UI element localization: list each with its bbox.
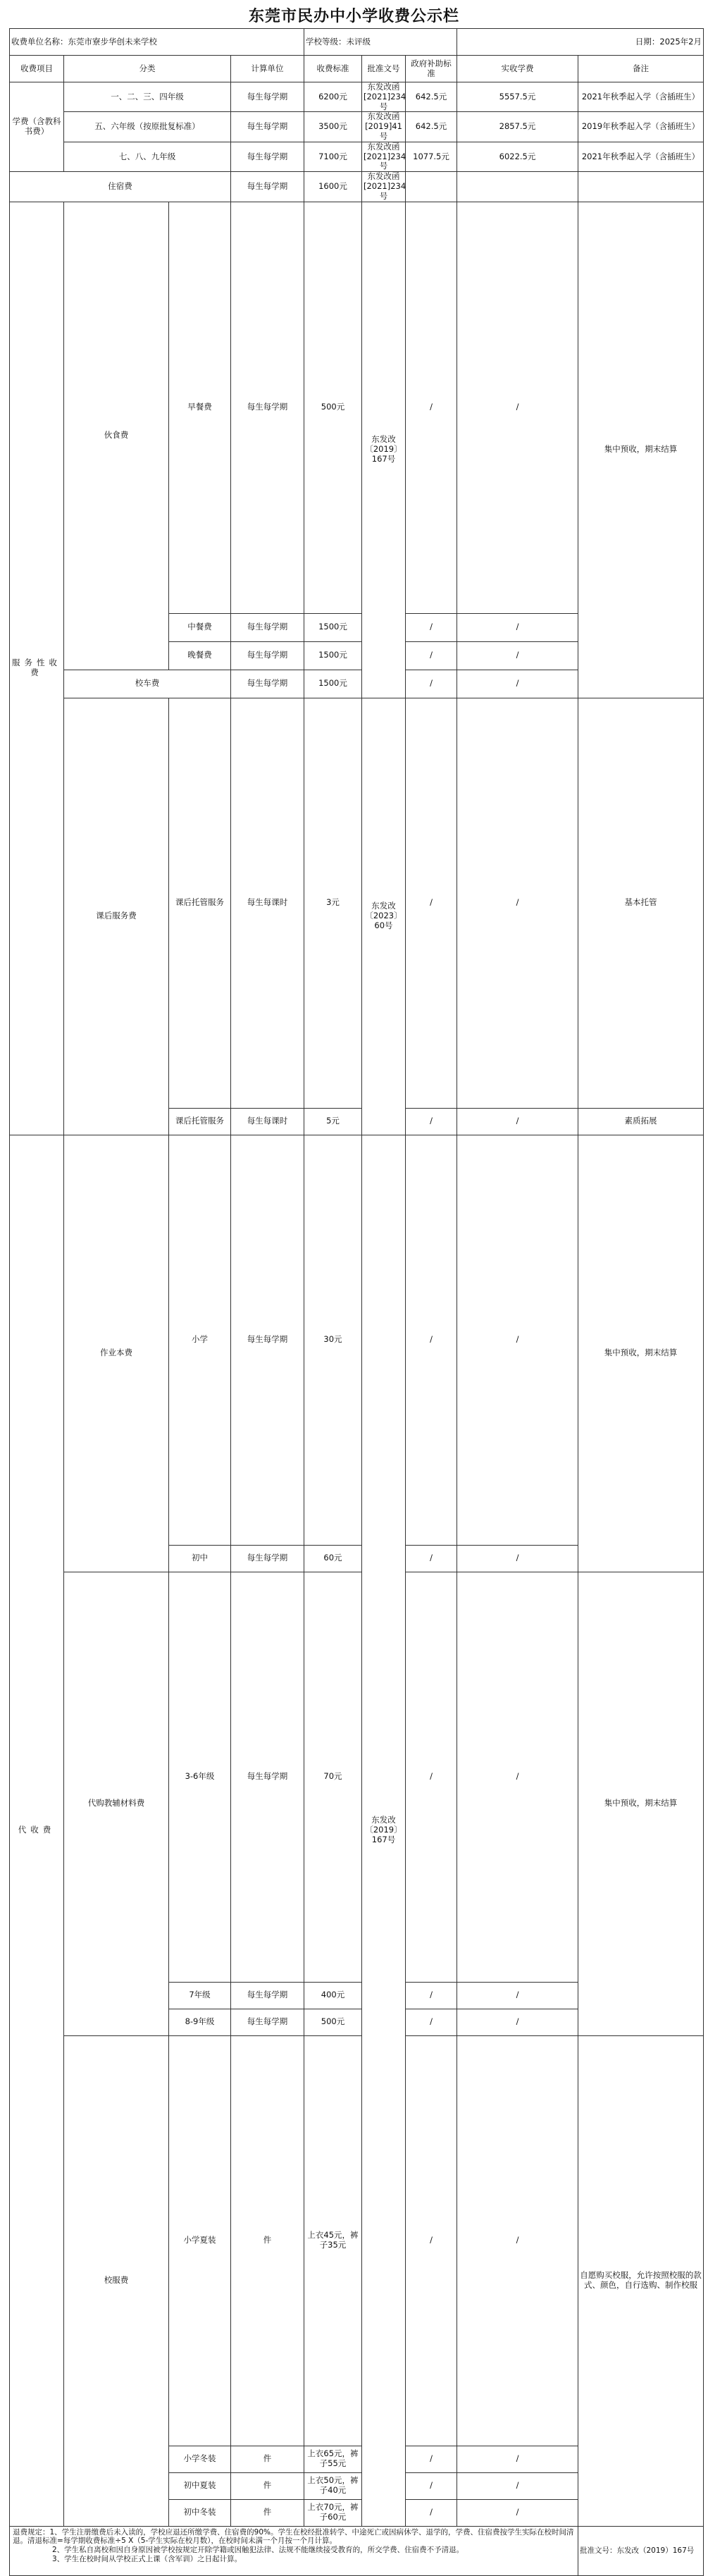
materials-name: 8-9年级 [169, 2009, 231, 2035]
uniform-actual: / [457, 2499, 578, 2526]
homework-label: 作业本费 [64, 1135, 169, 1572]
uniform-name: 初中夏装 [169, 2472, 231, 2499]
refund-rules [10, 2526, 578, 2575]
uniform-unit: 件 [231, 2499, 304, 2526]
after-school-subsidy: / [406, 1108, 457, 1135]
uniform-name: 小学夏装 [169, 2035, 231, 2446]
table-row [10, 2035, 704, 2446]
tuition-actual: 2857.5元 [457, 112, 578, 142]
boarding-label: 住宿费 [10, 172, 231, 202]
header-subsidy: 政府补助标准 [406, 56, 457, 82]
tuition-standard: 3500元 [304, 112, 362, 142]
materials-name: 7年级 [169, 1982, 231, 2009]
homework-standard: 60元 [304, 1545, 362, 1572]
materials-standard: 500元 [304, 2009, 362, 2035]
unit-name: 收费单位名称：东莞市寮步华创未来学校 [10, 29, 304, 56]
homework-actual: / [457, 1545, 578, 1572]
meal-unit: 每生每学期 [231, 202, 304, 613]
meal-unit: 每生每学期 [231, 641, 304, 670]
materials-actual: / [457, 1572, 578, 1982]
uniform-actual: / [457, 2472, 578, 2499]
materials-label: 代购教辅材料费 [64, 1572, 169, 2035]
uniform-standard: 上衣45元，裤子35元 [304, 2035, 362, 2446]
uniform-subsidy: / [406, 2499, 457, 2526]
boarding-unit: 每生每学期 [231, 172, 304, 202]
materials-subsidy: / [406, 2009, 457, 2035]
info-row [10, 29, 704, 56]
service-approval: 东发改〔2019〕167号 [362, 202, 406, 698]
after-school-subsidy: / [406, 698, 457, 1108]
tuition-subsidy: 1077.5元 [406, 142, 457, 171]
after-school-actual: / [457, 1108, 578, 1135]
boarding-remark [578, 172, 704, 202]
table-row [10, 1572, 704, 1982]
after-school-remark: 基本托管 [578, 698, 704, 1108]
homework-unit: 每生每学期 [231, 1545, 304, 1572]
tuition-approval: 东发改函[2021]234号 [362, 142, 406, 171]
after-school-unit: 每生每课时 [231, 698, 304, 1108]
after-school-name: 课后托管服务 [169, 1108, 231, 1135]
tuition-standard: 6200元 [304, 82, 362, 112]
page-title: 东莞市民办中小学收费公示栏 [248, 8, 459, 25]
tuition-remark: 2021年秋季起入学（含插班生） [578, 82, 704, 112]
meal-actual: / [457, 613, 578, 641]
tuition-actual: 6022.5元 [457, 142, 578, 171]
table-row [10, 202, 704, 613]
service-remark: 集中预收，期末结算 [578, 202, 704, 698]
table-row [10, 142, 704, 171]
materials-standard: 400元 [304, 1982, 362, 2009]
uniform-actual: / [457, 2035, 578, 2446]
header-row [10, 56, 704, 82]
materials-remark: 集中预收，期末结算 [578, 1572, 704, 2035]
uniform-remark: 自愿购买校服，允许按照校服的款式、颜色，自行选购、制作校服 [578, 2035, 704, 2526]
after-school-label: 课后服务费 [64, 698, 169, 1135]
boarding-subsidy [406, 172, 457, 202]
materials-name: 3-6年级 [169, 1572, 231, 1982]
tuition-category: 一、二、三、四年级 [64, 82, 231, 112]
meal-unit: 每生每学期 [231, 613, 304, 641]
tuition-actual: 5557.5元 [457, 82, 578, 112]
header-standard: 收费标准 [304, 56, 362, 82]
boarding-standard: 1600元 [304, 172, 362, 202]
boarding-approval: 东发改函[2021]234号 [362, 172, 406, 202]
homework-name: 小学 [169, 1135, 231, 1545]
uniform-standard: 上衣70元，裤子60元 [304, 2499, 362, 2526]
meal-subsidy: / [406, 202, 457, 613]
uniform-label: 校服费 [64, 2035, 169, 2526]
bus-unit: 每生每学期 [231, 670, 304, 698]
meal-subsidy: / [406, 613, 457, 641]
refund-line: 3、学生在校时间从学校正式上课（含军训）之日起计算。 [52, 2554, 242, 2563]
table-row [10, 82, 704, 112]
header-approval: 批准文号 [362, 56, 406, 82]
tuition-subsidy: 642.5元 [406, 112, 457, 142]
school-level: 学校等级：未评级 [304, 29, 457, 56]
tuition-approval: 东发改函[2021]234号 [362, 82, 406, 112]
tuition-label: 学费（含教科书费） [10, 82, 64, 172]
materials-unit: 每生每学期 [231, 2009, 304, 2035]
after-school-unit: 每生每课时 [231, 1108, 304, 1135]
header-category: 分类 [64, 56, 231, 82]
meal-standard: 1500元 [304, 613, 362, 641]
materials-subsidy: / [406, 1572, 457, 1982]
materials-actual: / [457, 2009, 578, 2035]
homework-actual: / [457, 1135, 578, 1545]
uniform-unit: 件 [231, 2035, 304, 2446]
uniform-subsidy: / [406, 2035, 457, 2446]
meal-actual: / [457, 641, 578, 670]
header-item: 收费项目 [10, 56, 64, 82]
header-unit: 计算单位 [231, 56, 304, 82]
uniform-unit: 件 [231, 2446, 304, 2472]
meal-name: 晚餐费 [169, 641, 231, 670]
bus-actual: / [457, 670, 578, 698]
service-label: 服务性收费 [10, 202, 64, 1135]
refund-line: 2、学生私自离校和因自身原因被学校按规定开除学籍或因触犯法律、法规不能继续接受教育的，所交学费、住宿费不予清退。 [52, 2545, 464, 2554]
uniform-subsidy: / [406, 2472, 457, 2499]
bus-standard: 1500元 [304, 670, 362, 698]
after-school-remark: 素质拓展 [578, 1108, 704, 1135]
notice-date: 日期：2025年2月 [457, 29, 704, 56]
uniform-actual: / [457, 2446, 578, 2472]
homework-subsidy: / [406, 1135, 457, 1545]
uniform-standard: 上衣50元，裤子40元 [304, 2472, 362, 2499]
homework-unit: 每生每学期 [231, 1135, 304, 1545]
refund-line: 退费规定：1、学生注册缴费后未入读的，学校应退还所缴学费、住宿费的90%。学生在校经批准转学、中途死亡或因病休学、退学的，学费、住宿费按学生实际在校时间清退。清退标准=每学期收费标准÷5 X（5-学生实际在校月数），在校时间未满一个月按一个月计算。 [13, 2527, 574, 2546]
materials-actual: / [457, 1982, 578, 2009]
refund-row [10, 2526, 704, 2575]
table-row [10, 112, 704, 142]
after-school-standard: 5元 [304, 1108, 362, 1135]
approval-note: 批准文号：东发改（2019）167号 [578, 2526, 704, 2575]
uniform-subsidy: / [406, 2446, 457, 2472]
tuition-remark: 2019年秋季起入学（含插班生） [578, 112, 704, 142]
after-school-standard: 3元 [304, 698, 362, 1108]
materials-subsidy: / [406, 1982, 457, 2009]
materials-unit: 每生每学期 [231, 1572, 304, 1982]
header-remarks: 备注 [578, 56, 704, 82]
tuition-standard: 7100元 [304, 142, 362, 171]
tuition-subsidy: 642.5元 [406, 82, 457, 112]
meal-standard: 1500元 [304, 641, 362, 670]
after-school-actual: / [457, 698, 578, 1108]
tuition-category: 五、六年级（按原批复标准） [64, 112, 231, 142]
tuition-unit: 每生每学期 [231, 142, 304, 171]
uniform-name: 小学冬装 [169, 2446, 231, 2472]
collect-label: 代收费 [10, 1135, 64, 2526]
meal-subsidy: / [406, 641, 457, 670]
tuition-category: 七、八、九年级 [64, 142, 231, 171]
collect-approval: 东发改〔2019〕167号 [362, 1135, 406, 2526]
boarding-actual [457, 172, 578, 202]
meal-standard: 500元 [304, 202, 362, 613]
table-row [10, 1135, 704, 1545]
materials-unit: 每生每学期 [231, 1982, 304, 2009]
tuition-approval: 东发改函[2019]41号 [362, 112, 406, 142]
fee-table [9, 28, 704, 2576]
uniform-unit: 件 [231, 2472, 304, 2499]
homework-subsidy: / [406, 1545, 457, 1572]
after-school-approval: 东发改〔2023〕60号 [362, 698, 406, 1135]
after-school-name: 课后托管服务 [169, 698, 231, 1108]
uniform-standard: 上衣65元，裤子55元 [304, 2446, 362, 2472]
homework-remark: 集中预收，期末结算 [578, 1135, 704, 1572]
meal-label: 伙食费 [64, 202, 169, 670]
homework-standard: 30元 [304, 1135, 362, 1545]
tuition-unit: 每生每学期 [231, 82, 304, 112]
materials-standard: 70元 [304, 1572, 362, 1982]
meal-name: 早餐费 [169, 202, 231, 613]
table-row [10, 172, 704, 202]
tuition-remark: 2021年秋季起入学（含插班生） [578, 142, 704, 171]
meal-actual: / [457, 202, 578, 613]
bus-label: 校车费 [64, 670, 231, 698]
meal-name: 中餐费 [169, 613, 231, 641]
uniform-name: 初中冬装 [169, 2499, 231, 2526]
header-actual: 实收学费 [457, 56, 578, 82]
homework-name: 初中 [169, 1545, 231, 1572]
table-row [10, 698, 704, 1108]
bus-subsidy: / [406, 670, 457, 698]
tuition-unit: 每生每学期 [231, 112, 304, 142]
